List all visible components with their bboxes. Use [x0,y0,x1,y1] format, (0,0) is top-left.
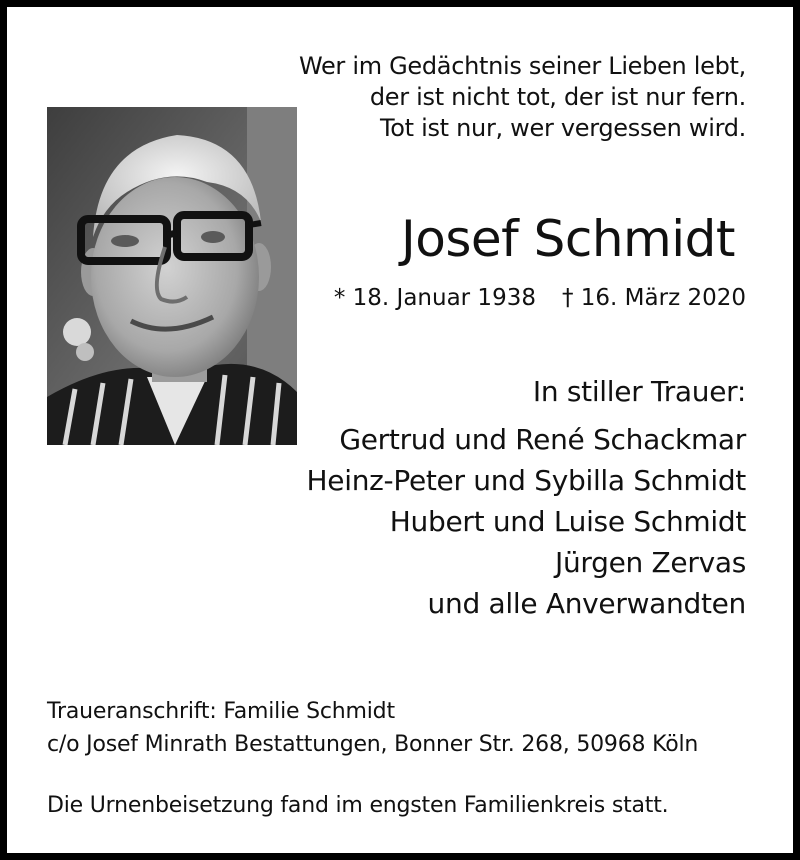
burial-note: Die Urnenbeisetzung fand im engsten Familienkreis statt. [47,793,669,818]
mourning-address [47,695,698,761]
poem-line: Tot ist nur, wer vergessen wird. [380,114,746,142]
mourner-entry: Heinz-Peter und Sybilla Schmidt [306,464,746,497]
mourner-entry: Jürgen Zervas [554,546,746,579]
life-dates [334,283,746,313]
mourner-entry: Gertrud und René Schackmar [339,423,746,456]
mourning-lead: In stiller Trauer: [532,375,746,408]
mourner-entry: und alle Anverwandten [427,587,746,620]
address-line: Traueranschrift: Familie Schmidt [47,699,395,724]
mourners-list [307,371,746,624]
birth-date: * 18. Januar 1938 [333,285,536,311]
mourner-entry: Hubert und Luise Schmidt [389,505,746,538]
death-date: † 16. März 2020 [561,285,746,311]
poem-line: der ist nicht tot, der ist nur fern. [369,83,746,111]
poem-line: Wer im Gedächtnis seiner Lieben lebt, [298,52,746,80]
deceased-name: Josef Schmidt [400,210,735,268]
address-line: c/o Josef Minrath Bestattungen, Bonner Str. 268, 50968 Köln [47,732,699,757]
memorial-poem [299,51,746,144]
portrait-photo [47,107,297,445]
